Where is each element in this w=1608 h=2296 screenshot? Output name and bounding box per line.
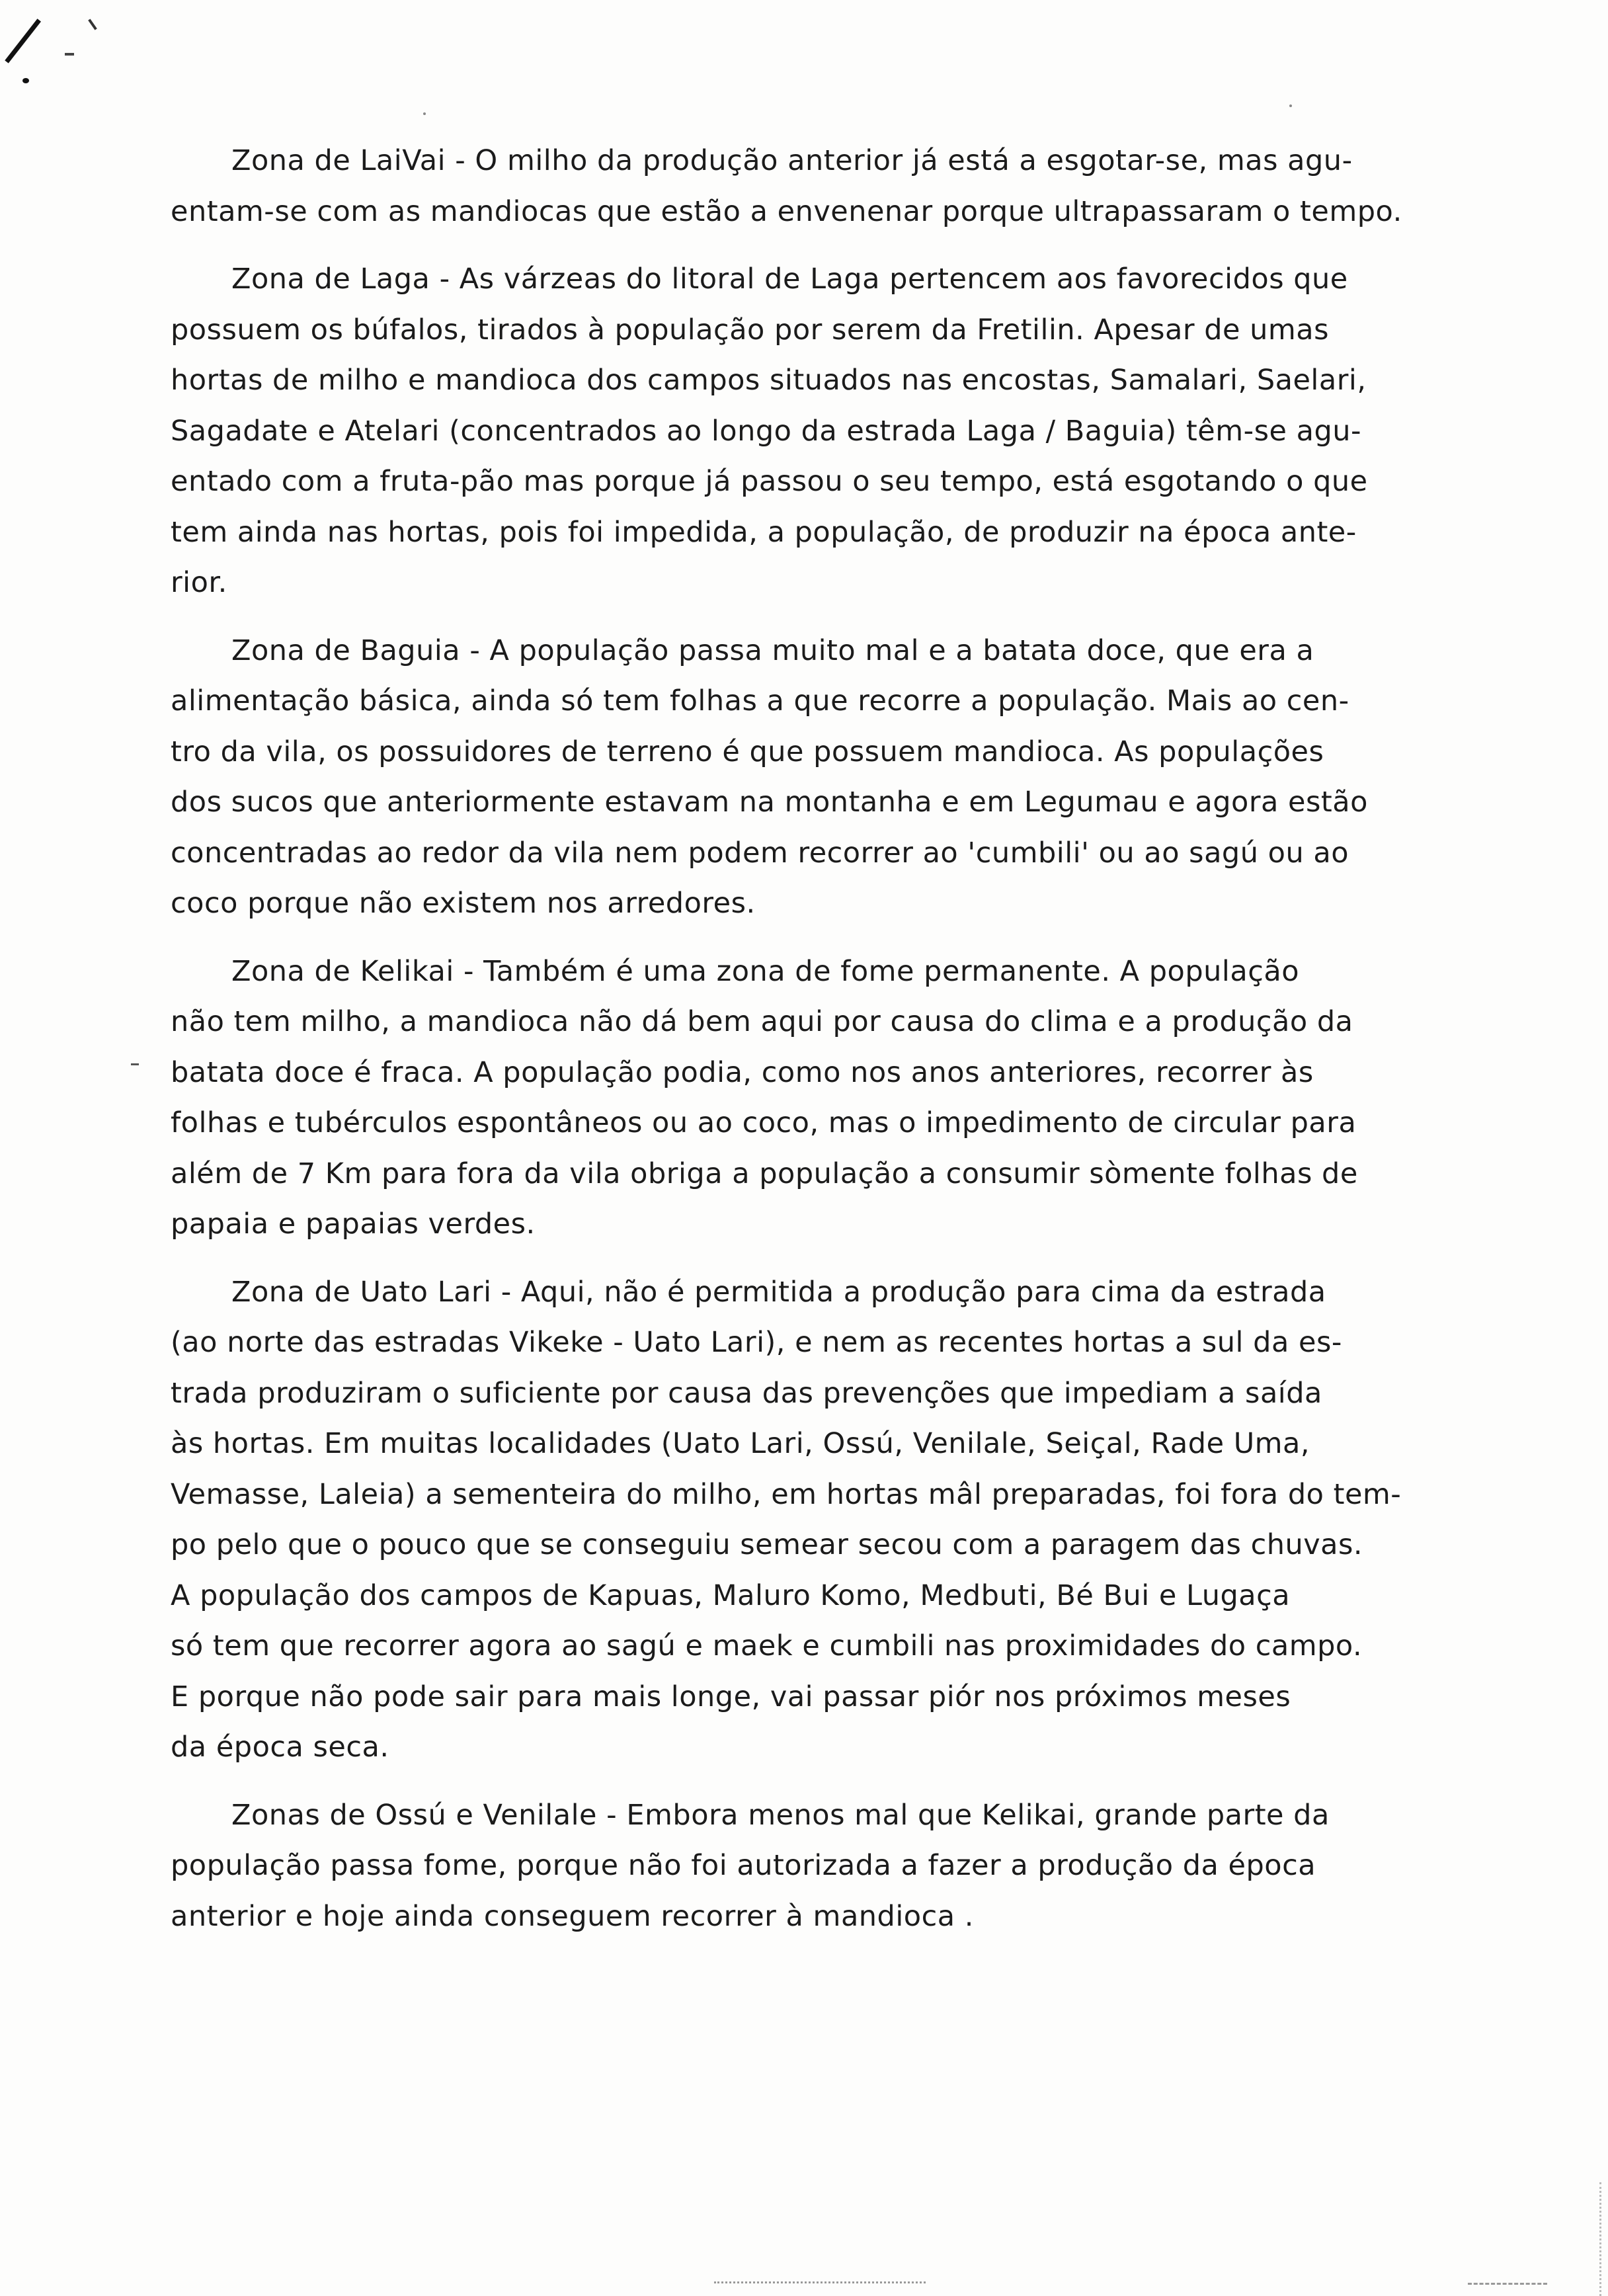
text-line: anterior e hoje ainda conseguem recorrer à mandioca . xyxy=(171,1899,974,1933)
paragraph-zona-baguia xyxy=(171,626,1407,929)
text-line: Zona de LaiVai - O milho da produção anterior já está a esgotar-se, mas agu- xyxy=(231,144,1353,177)
text-line: além de 7 Km para fora da vila obriga a população a consumir sòmente folhas de xyxy=(171,1157,1358,1190)
paragraph-zona-kelikai xyxy=(171,946,1407,1250)
text-line: folhas e tubérculos espontâneos ou ao coco, mas o impedimento de circular para xyxy=(171,1106,1357,1139)
text-line: só tem que recorrer agora ao sagú e maek e cumbili nas proximidades do campo. xyxy=(171,1629,1363,1662)
text-line: entado com a fruta-pão mas porque já passou o seu tempo, está esgotando o que xyxy=(171,465,1368,498)
text-line: tem ainda nas hortas, pois foi impedida, a população, de produzir na época ante- xyxy=(171,515,1357,549)
text-line: entam-se com as mandiocas que estão a envenenar porque ultrapassaram o tempo. xyxy=(171,194,1402,228)
text-line: (ao norte das estradas Vikeke - Uato Lari), e nem as recentes hortas a sul da es- xyxy=(171,1326,1342,1359)
text-line: batata doce é fraca. A população podia, como nos anos anteriores, recorrer às xyxy=(171,1055,1314,1089)
paragraph-zona-laivai xyxy=(171,136,1407,237)
text-line: coco porque não existem nos arredores. xyxy=(171,887,756,920)
text-line: alimentação básica, ainda só tem folhas a que recorre a população. Mais ao cen- xyxy=(171,684,1349,718)
text-line: E porque não pode sair para mais longe, vai passar piór nos próximos meses xyxy=(171,1680,1291,1713)
scan-bottom-noise xyxy=(714,2281,926,2285)
text-line: Vemasse, Laleia) a sementeira do milho, em hortas mâl preparadas, foi fora do tem- xyxy=(171,1477,1402,1511)
text-line: Zonas de Ossú e Venilale - Embora menos mal que Kelikai, grande parte da xyxy=(231,1798,1330,1832)
text-line: da época seca. xyxy=(171,1731,389,1764)
text-line: rior. xyxy=(171,566,227,599)
document-body xyxy=(171,136,1407,1959)
text-line: não tem milho, a mandioca não dá bem aqui por causa do clima e a produção da xyxy=(171,1005,1353,1038)
text-line: papaia e papaias verdes. xyxy=(171,1208,536,1241)
text-line: Zona de Uato Lari - Aqui, não é permitida a produção para cima da estrada xyxy=(231,1275,1326,1309)
paragraph-zona-laga xyxy=(171,254,1407,608)
text-line: A população dos campos de Kapuas, Maluro Komo, Medbuti, Bé Bui e Lugaça xyxy=(171,1578,1291,1612)
text-line: Sagadate e Atelari (concentrados ao longo da estrada Laga / Baguia) têm-se agu- xyxy=(171,414,1362,448)
text-line: possuem os búfalos, tirados à população por serem da Fretilin. Apesar de umas xyxy=(171,313,1330,347)
corner-pen-mark xyxy=(5,19,41,63)
text-line: Zona de Baguia - A população passa muito mal e a batata doce, que era a xyxy=(231,634,1314,667)
text-line: po pelo que o pouco que se conseguiu semear secou com a paragem das chuvas. xyxy=(171,1528,1363,1561)
text-line: tro da vila, os possuidores de terreno é que possuem mandioca. As populações xyxy=(171,735,1324,768)
paragraph-zona-uato-lari xyxy=(171,1267,1407,1773)
margin-mark xyxy=(131,1063,139,1065)
text-line: trada produziram o suficiente por causa das prevenções que impediam a saída xyxy=(171,1376,1322,1410)
scan-speck xyxy=(423,112,426,115)
corner-dash-mark xyxy=(65,53,74,56)
text-line: Zona de Kelikai - Também é uma zona de fome permanente. A população xyxy=(231,954,1300,988)
text-line: concentradas ao redor da vila nem podem recorrer ao 'cumbili' ou ao sagú ou ao xyxy=(171,836,1349,870)
corner-tick-mark xyxy=(88,19,97,30)
scan-bottom-noise xyxy=(1468,2283,1547,2287)
corner-ink-dot xyxy=(22,78,29,83)
text-line: às hortas. Em muitas localidades (Uato Lari, Ossú, Venilale, Seiçal, Rade Uma, xyxy=(171,1427,1310,1460)
text-line: população passa fome, porque não foi autorizada a fazer a produção da época xyxy=(171,1849,1316,1882)
scan-edge-noise xyxy=(1599,2182,1608,2296)
text-line: hortas de milho e mandioca dos campos situados nas encostas, Samalari, Saelari, xyxy=(171,364,1367,397)
scan-speck xyxy=(1289,104,1292,107)
paragraph-zonas-ossu-venilale xyxy=(171,1790,1407,1942)
text-line: Zona de Laga - As várzeas do litoral de Laga pertencem aos favorecidos que xyxy=(231,263,1348,296)
text-line: dos sucos que anteriormente estavam na montanha e em Legumau e agora estão xyxy=(171,786,1368,819)
